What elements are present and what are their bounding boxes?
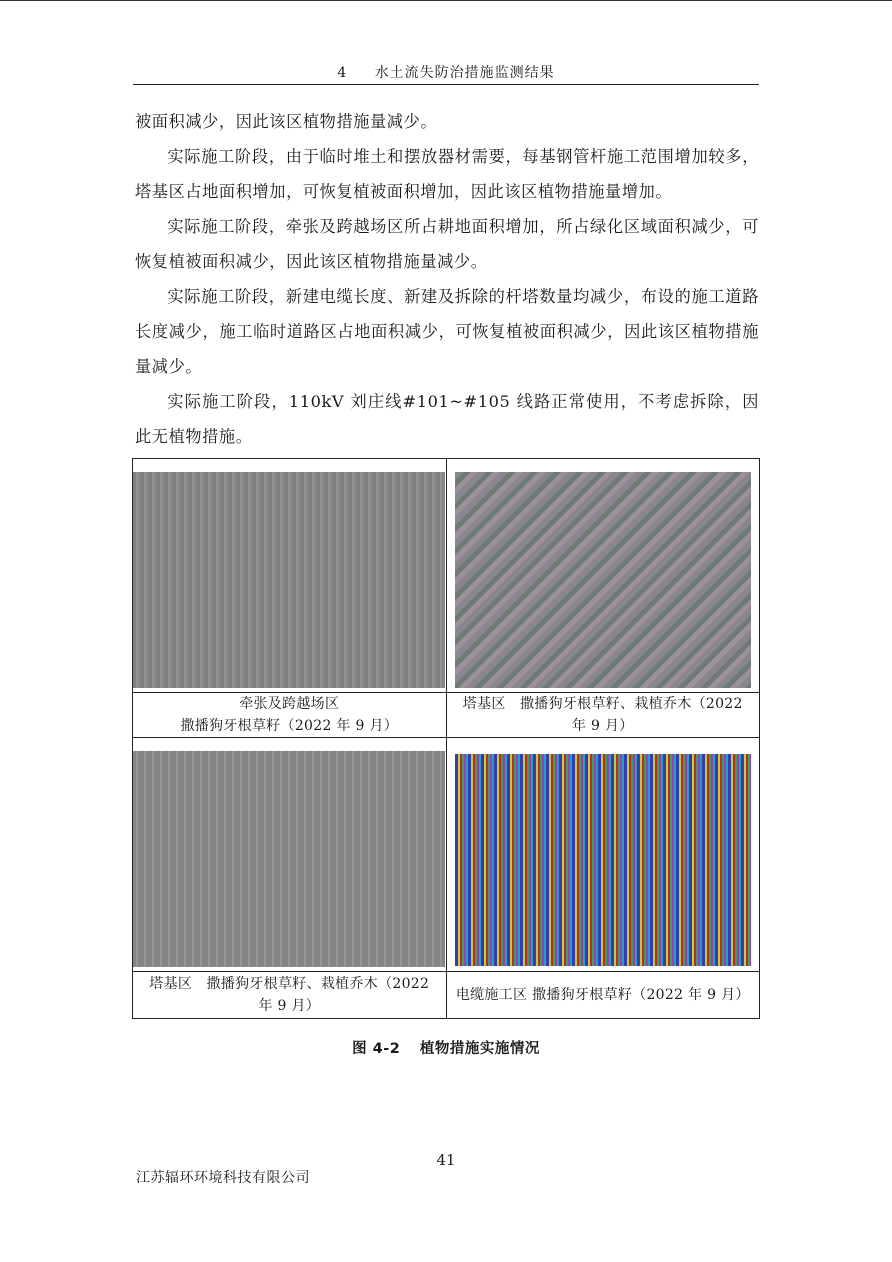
- chapter-number: 4: [337, 65, 348, 81]
- photo-cell: [446, 738, 760, 972]
- caption-line: 撒播狗牙根草籽（2022 年 9 月）: [180, 718, 399, 734]
- caption-line: 年 9 月）: [571, 718, 634, 734]
- photo-cell: [133, 459, 447, 693]
- caption-line: 电缆施工区 撒播狗牙根草籽（2022 年 9 月）: [455, 987, 750, 1003]
- paragraph: 实际施工阶段，110kV 刘庄线#101~#105 线路正常使用，不考虑拆除，因此无植物措施。: [135, 392, 759, 446]
- photo-caption: [446, 972, 760, 1019]
- photo-caption: [446, 693, 760, 738]
- photo-cell: [446, 459, 760, 693]
- photo-tower-base-2: [133, 751, 445, 967]
- figure-title: 植物措施实施情况: [419, 1041, 540, 1057]
- header-rule: [133, 84, 759, 85]
- photo-cable-area: [455, 754, 751, 966]
- body-text: [135, 104, 759, 454]
- figure-label: 图 4-2: [352, 1041, 401, 1057]
- chapter-title: 水土流失防治措施监测结果: [374, 65, 555, 81]
- page-top-border: [0, 0, 892, 1]
- paragraph-continuation: 被面积减少，因此该区植物措施量减少。: [135, 112, 438, 131]
- figure-caption: [132, 1037, 760, 1058]
- caption-line: 塔基区 撒播狗牙根草籽、栽植乔木（2022: [462, 696, 743, 712]
- caption-line: 塔基区 撒播狗牙根草籽、栽植乔木（2022: [149, 976, 430, 992]
- caption-line: 年 9 月）: [258, 998, 321, 1014]
- page-number: 41: [436, 1151, 456, 1169]
- photo-caption: [133, 972, 447, 1019]
- photo-caption: [133, 693, 447, 738]
- photo-table: [132, 458, 760, 1019]
- photo-traction-area: [133, 472, 445, 688]
- paragraph: 实际施工阶段，新建电缆长度、新建及拆除的杆塔数量均减少，布设的施工道路长度减少，施工临时道路区占地面积减少，可恢复植被面积减少，因此该区植物措施量减少。: [135, 287, 759, 376]
- running-header: [133, 62, 759, 82]
- paragraph: 实际施工阶段，牵张及跨越场区所占耕地面积增加，所占绿化区域面积减少，可恢复植被面积减少，因此该区植物措施量减少。: [135, 217, 759, 271]
- caption-line: 牵张及跨越场区: [239, 696, 340, 712]
- photo-tower-base-1: [455, 472, 751, 688]
- paragraph: 实际施工阶段，由于临时堆土和摆放器材需要，每基钢管杆施工范围增加较多，塔基区占地面积增加，可恢复植被面积增加，因此该区植物措施量增加。: [135, 147, 759, 201]
- footer-company: 江苏辐环环境科技有限公司: [136, 1170, 310, 1186]
- photo-cell: [133, 738, 447, 972]
